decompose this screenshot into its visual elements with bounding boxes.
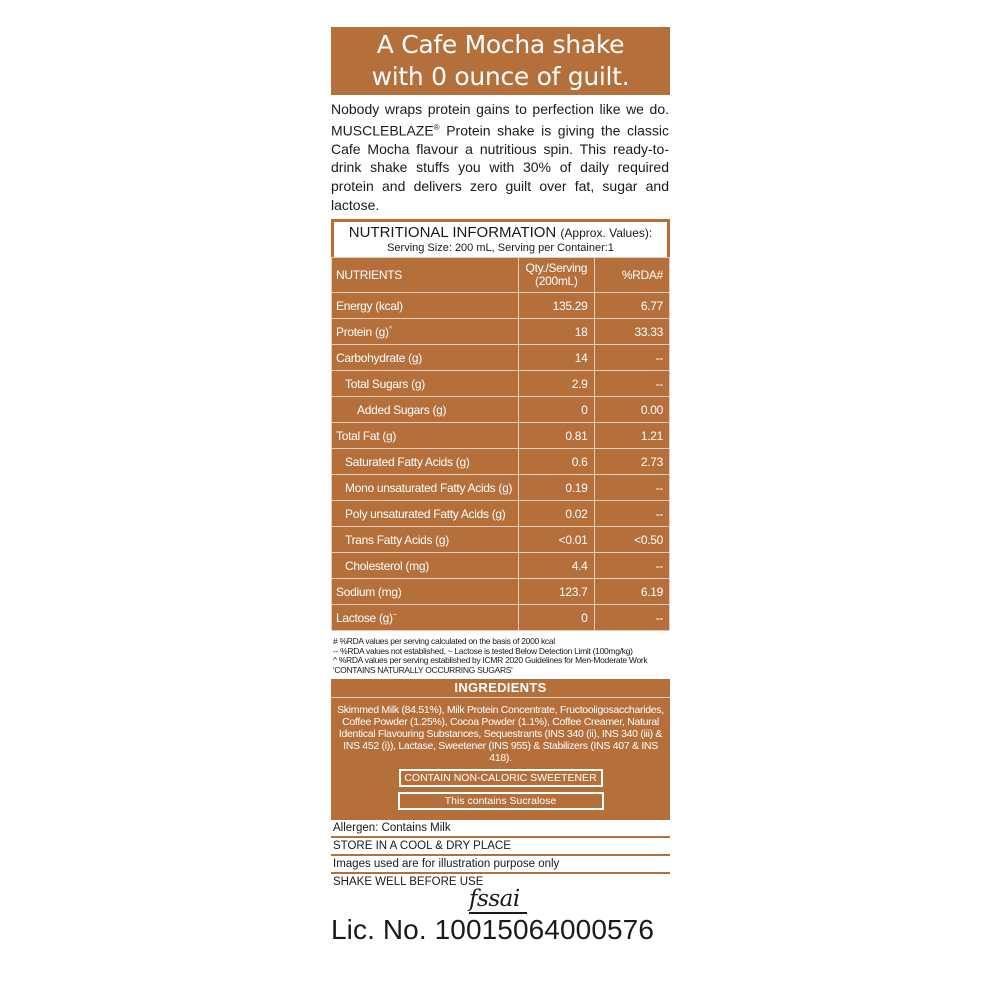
rda-cell: -- — [594, 345, 669, 371]
rda-cell: -- — [594, 475, 669, 501]
illustration-note: Images used are for illustration purpose only — [331, 856, 670, 874]
rda-cell: 1.21 — [594, 423, 669, 449]
footnote-mark: ~ — [392, 611, 397, 619]
rda-cell: <0.50 — [594, 527, 669, 553]
intro-text-start: Nobody wraps protein gains to perfection like we do. MUSCLEBLAZE — [331, 101, 669, 139]
nutrient-name-cell — [332, 293, 519, 319]
nutrient-name: Sodium (mg) — [336, 584, 402, 599]
note-icmr: ^ %RDA values per serving established by ICMR 2020 Guidelines for Men-Moderate Work — [333, 655, 648, 666]
table-row — [332, 371, 670, 397]
nutrient-name: Total Fat (g) — [336, 428, 397, 443]
table-row — [332, 501, 670, 527]
col-header-rda: %RDA# — [594, 258, 669, 293]
table-header-row — [332, 258, 670, 293]
nutrient-name-cell — [332, 605, 519, 631]
hero-line-2: with 0 ounce of guilt. — [371, 62, 630, 91]
qty-cell: 2.9 — [519, 371, 594, 397]
nutrition-notes — [331, 631, 670, 679]
nutrient-name: Cholesterol (mg) — [345, 558, 429, 573]
intro-text-end: Protein shake is giving the classic Cafe Mocha flavour a nutritious spin. This ready-to-drink shake stuffs you with 30% of daily required protein and delivers zero guilt over fat, sugar and lactose. — [331, 122, 669, 213]
table-row — [332, 605, 670, 631]
nutrition-table — [331, 257, 670, 631]
nutrient-name: Added Sugars (g) — [357, 402, 447, 417]
nutrition-approx: (Approx. Values): — [560, 226, 653, 241]
rda-cell: -- — [594, 553, 669, 579]
ingredients-box — [331, 679, 670, 820]
table-row — [332, 293, 670, 319]
nutrition-title: NUTRITIONAL INFORMATION — [348, 224, 557, 242]
nutrient-name: Total Sugars (g) — [345, 376, 425, 391]
rda-cell: 33.33 — [594, 319, 669, 345]
rda-cell: 6.77 — [594, 293, 669, 319]
table-row — [332, 579, 670, 605]
qty-cell: 0.02 — [519, 501, 594, 527]
rda-cell: -- — [594, 371, 669, 397]
serving-size: Serving Size: 200 mL, Serving per Container:1 — [387, 242, 614, 255]
nutrient-name-cell — [332, 423, 519, 449]
qty-cell: 18 — [519, 319, 594, 345]
qty-cell: 135.29 — [519, 293, 594, 319]
nutrient-name-cell — [332, 319, 519, 345]
nutrient-name: Saturated Fatty Acids (g) — [345, 454, 470, 469]
table-row — [332, 553, 670, 579]
qty-cell: 0 — [519, 605, 594, 631]
col-header-nutrients: NUTRIENTS — [332, 258, 519, 293]
table-row — [332, 345, 670, 371]
nutrient-name-cell — [332, 475, 519, 501]
label-panel — [331, 27, 670, 890]
sucralose-notice: This contains Sucralose — [398, 792, 604, 810]
table-row — [332, 475, 670, 501]
nutrient-name-cell — [332, 345, 519, 371]
table-row — [332, 397, 670, 423]
qty-cell: 14 — [519, 345, 594, 371]
table-row — [332, 527, 670, 553]
note-natural-sugars: 'CONTAINS NATURALLY OCCURRING SUGARS' — [333, 664, 513, 675]
table-row — [332, 423, 670, 449]
ingredients-text: Skimmed Milk (84.51%), Milk Protein Concentrate, Fructooligosaccharides, Coffee Powder (1.25%), Cocoa Powder (1.1%), Coffee Creamer, Natural Identical Flavouring Substances, Sequestrants (INS 340 (ii), INS 340 (iii) & INS 452 (i)), Lactase, Sweetener (INS 955) & Stabilizers (INS 407 & INS 418). — [337, 704, 664, 765]
shake-note: SHAKE WELL BEFORE USE — [333, 876, 484, 889]
license-number: Lic. No. 10015064000576 — [331, 914, 655, 945]
qty-cell: 0 — [519, 397, 594, 423]
qty-cell: 0.19 — [519, 475, 594, 501]
nutrient-name-cell — [332, 553, 519, 579]
qty-cell: 123.7 — [519, 579, 594, 605]
nutrient-name-cell — [332, 371, 519, 397]
registered-mark: ® — [433, 122, 440, 132]
hero-banner — [331, 27, 670, 95]
hero-line-1: A Cafe Mocha shake — [376, 30, 625, 59]
nutrient-name: Energy (kcal) — [336, 298, 403, 313]
nutrient-name-cell — [332, 449, 519, 475]
nutrition-heading — [334, 222, 667, 242]
nutrient-name: Carbohydrate (g) — [336, 350, 422, 365]
nutrition-box — [331, 219, 670, 257]
footnote-mark: ^ — [388, 325, 392, 333]
col-header-qty-line1: Qty./Serving — [525, 261, 588, 276]
qty-cell: 0.6 — [519, 449, 594, 475]
rda-cell: 2.73 — [594, 449, 669, 475]
nutrient-name-cell — [332, 501, 519, 527]
footer-notes — [331, 820, 670, 890]
nutrient-name: Trans Fatty Acids (g) — [345, 532, 449, 547]
storage-note: STORE IN A COOL & DRY PLACE — [331, 838, 670, 856]
nutrient-name-cell — [332, 397, 519, 423]
qty-cell: <0.01 — [519, 527, 594, 553]
rda-cell: 6.19 — [594, 579, 669, 605]
rda-cell: -- — [594, 501, 669, 527]
ingredients-title: INGREDIENTS — [331, 679, 670, 698]
col-header-qty — [519, 258, 594, 293]
fssai-logo: fssai — [469, 886, 520, 912]
note-rda-not-established: -- %RDA values not established, ~ Lactose is tested Below Detection Limit (100mg/kg) — [333, 645, 633, 656]
qty-cell: 4.4 — [519, 553, 594, 579]
nutrient-name: Poly unsaturated Fatty Acids (g) — [345, 506, 506, 521]
col-header-qty-line2: (200mL) — [535, 274, 578, 289]
table-row — [332, 449, 670, 475]
qty-cell: 0.81 — [519, 423, 594, 449]
allergen-note: Allergen: Contains Milk — [331, 820, 670, 838]
note-rda-basis: # %RDA values per serving calculated on the basis of 2000 kcal — [333, 636, 555, 647]
sweetener-notice: CONTAIN NON-CALORIC SWEETENER — [399, 769, 603, 787]
intro-paragraph — [331, 95, 670, 218]
table-row — [332, 319, 670, 345]
nutrient-name: Protein (g) — [336, 324, 389, 339]
rda-cell: -- — [594, 605, 669, 631]
nutrient-name-cell — [332, 579, 519, 605]
nutrient-name-cell — [332, 527, 519, 553]
rda-cell: 0.00 — [594, 397, 669, 423]
nutrient-name: Lactose (g) — [336, 610, 393, 625]
nutrient-name: Mono unsaturated Fatty Acids (g) — [345, 480, 513, 495]
